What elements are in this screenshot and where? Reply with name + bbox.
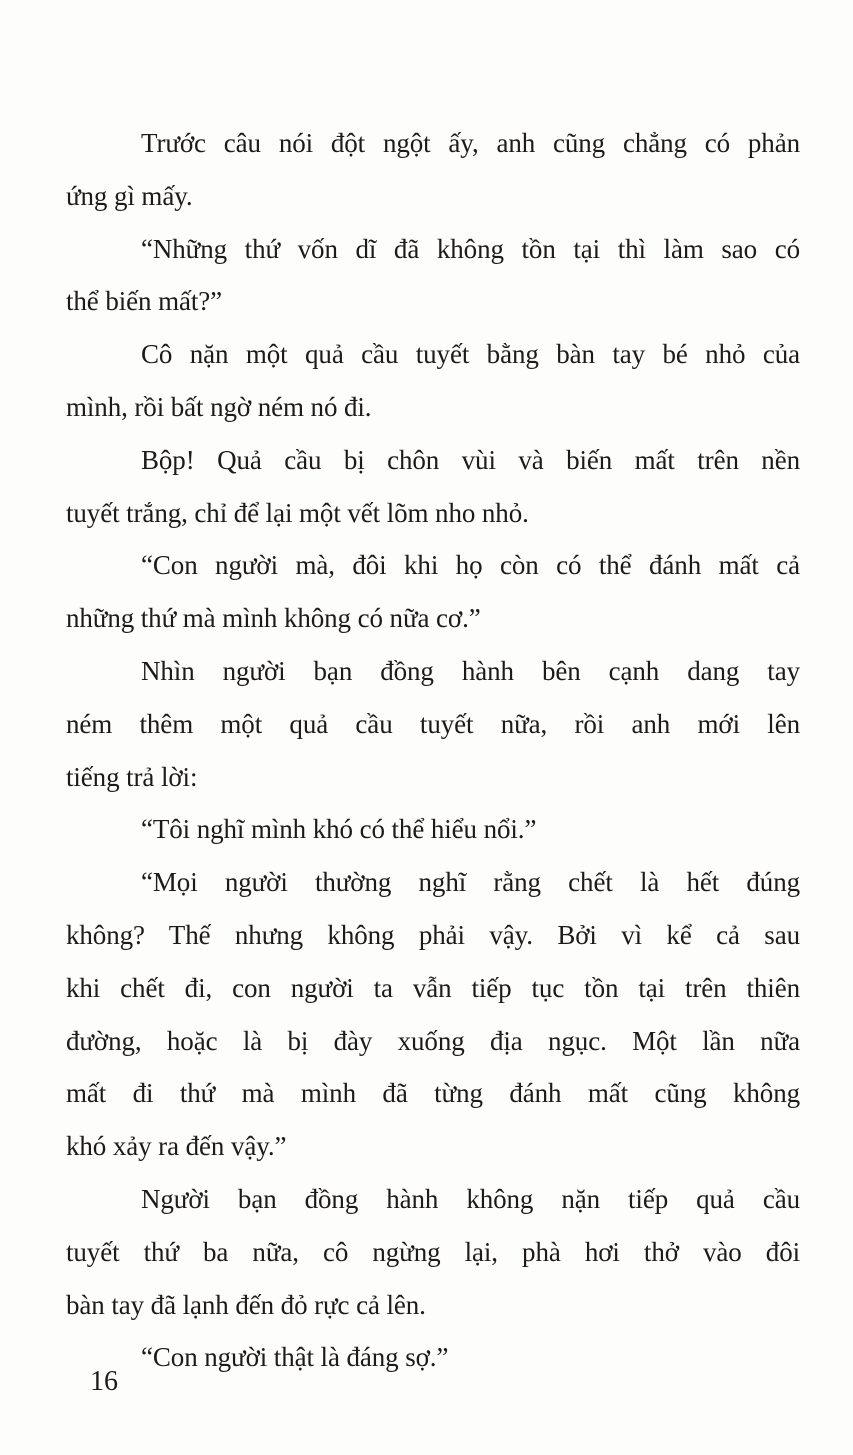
text-line: tuyết thứ ba nữa, cô ngừng lại, phà hơi thở vào đôi <box>66 1236 800 1267</box>
text-line: những thứ mà mình không có nữa cơ.” <box>66 603 481 634</box>
text-line: không? Thế nhưng không phải vậy. Bởi vì kể cả sau <box>66 919 800 950</box>
paragraph <box>66 1173 800 1331</box>
text-line: mất đi thứ mà mình đã từng đánh mất cũng không <box>66 1078 800 1109</box>
text-line: khi chết đi, con người ta vẫn tiếp tục tồn tại trên thiên <box>66 972 800 1003</box>
text-line: khó xảy ra đến vậy.” <box>66 1131 287 1162</box>
text-line: “Tôi nghĩ mình khó có thể hiểu nổi.” <box>141 814 537 845</box>
paragraph <box>66 645 800 803</box>
text-line: đường, hoặc là bị đày xuống địa ngục. Một lần nữa <box>66 1025 800 1056</box>
text-line: mình, rồi bất ngờ ném nó đi. <box>66 391 372 422</box>
paragraph <box>66 223 800 329</box>
text-line: “Những thứ vốn dĩ đã không tồn tại thì làm sao có <box>141 233 800 264</box>
paragraph <box>66 856 800 1173</box>
text-line: thể biến mất?” <box>66 286 223 317</box>
text-line: “Con người thật là đáng sợ.” <box>141 1342 449 1373</box>
paragraph <box>66 117 800 223</box>
text-line: Bộp! Quả cầu bị chôn vùi và biến mất trên nền <box>141 444 800 475</box>
paragraph <box>66 1331 800 1384</box>
text-line: Nhìn người bạn đồng hành bên cạnh dang tay <box>141 655 800 686</box>
text-line: ứng gì mấy. <box>66 180 193 211</box>
text-line: ném thêm một quả cầu tuyết nữa, rồi anh mới lên <box>66 708 800 739</box>
text-line: “Con người mà, đôi khi họ còn có thể đánh mất cả <box>141 550 800 581</box>
paragraph <box>66 803 800 856</box>
page-number: 16 <box>90 1366 118 1397</box>
paragraph <box>66 434 800 540</box>
text-line: bàn tay đã lạnh đến đỏ rực cả lên. <box>66 1289 426 1320</box>
body-text <box>66 117 800 1384</box>
text-line: tiếng trả lời: <box>66 761 198 792</box>
text-line: Cô nặn một quả cầu tuyết bằng bàn tay bé nhỏ của <box>141 339 800 370</box>
paragraph <box>66 539 800 645</box>
text-line: “Mọi người thường nghĩ rằng chết là hết đúng <box>141 867 800 898</box>
paragraph <box>66 328 800 434</box>
text-line: tuyết trắng, chỉ để lại một vết lõm nho nhỏ. <box>66 497 529 528</box>
text-line: Trước câu nói đột ngột ấy, anh cũng chẳng có phản <box>141 128 800 158</box>
text-line: Người bạn đồng hành không nặn tiếp quả cầu <box>141 1183 800 1214</box>
